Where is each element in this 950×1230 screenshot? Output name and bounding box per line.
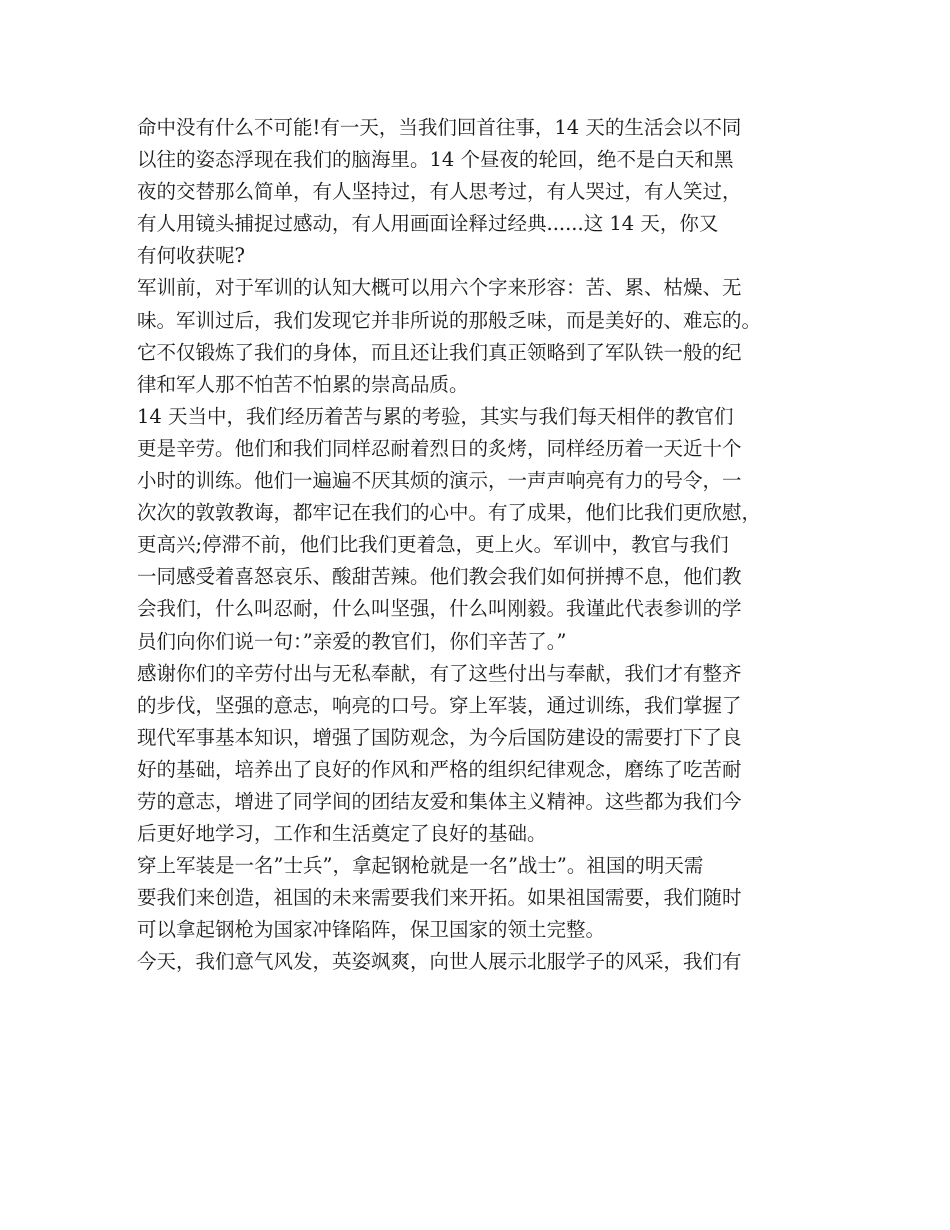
text-line: 劳的意志，增进了同学间的团结友爱和集体主义精神。这些都为我们今 [137, 789, 742, 813]
text-line: 命中没有什么不可能!有一天，当我们回首往事，14 天的生活会以不同 [137, 116, 742, 139]
text-line: 后更好地学习，工作和生活奠定了良好的基础。 [137, 822, 547, 846]
text-line: 的步伐，坚强的意志，响亮的口号。穿上军装，通过训练，我们掌握了 [137, 693, 742, 717]
text-line: 感谢你们的辛劳付出与无私奉献，有了这些付出与奉献，我们才有整齐 [137, 661, 742, 685]
text-line: 更高兴;停滞不前，他们比我们更着急，更上火。军训中，教官与我们 [137, 533, 729, 557]
text-line: 有人用镜头捕捉过感动，有人用画面诠释过经典......这 14 天，你又 [137, 212, 719, 236]
text-line: 它不仅锻炼了我们的身体，而且还让我们真正领略到了军队铁一般的纪 [137, 340, 742, 364]
text-line: 穿上军装是一名”士兵”，拿起钢枪就是一名”战士”。祖国的明天需 [137, 854, 704, 878]
text-line: 次次的敦敦教诲，都牢记在我们的心中。有了成果，他们比我们更欣慰， [137, 501, 762, 525]
text-line: 一同感受着喜怒哀乐、酸甜苦辣。他们教会我们如何拼搏不息，他们教 [137, 565, 742, 589]
text-line: 可以拿起钢枪为国家冲锋陷阵，保卫国家的领土完整。 [137, 918, 606, 942]
text-line: 好的基础，培养出了良好的作风和严格的组织纪律观念，磨练了吃苦耐 [137, 757, 742, 781]
text-line: 律和军人那不怕苦不怕累的崇高品质。 [137, 372, 469, 396]
text-line: 14 天当中，我们经历着苦与累的考验，其实与我们每天相伴的教官们 [137, 404, 734, 428]
text-line: 更是辛劳。他们和我们同样忍耐着烈日的炙烤，同样经历着一天近十个 [137, 436, 742, 460]
text-line: 现代军事基本知识，增强了国防观念，为今后国防建设的需要打下了良 [137, 725, 742, 749]
text-line: 有何收获呢? [137, 244, 245, 268]
text-line: 要我们来创造，祖国的未来需要我们来开拓。如果祖国需要，我们随时 [137, 886, 742, 910]
text-line: 会我们，什么叫忍耐，什么叫坚强，什么叫刚毅。我谨此代表参训的学 [137, 597, 742, 621]
text-line: 夜的交替那么简单，有人坚持过，有人思考过，有人哭过，有人笑过， [137, 180, 742, 204]
text-line: 军训前，对于军训的认知大概可以用六个字来形容：苦、累、枯燥、无 [137, 276, 742, 300]
body-text [137, 112, 827, 979]
text-line: 味。军训过后，我们发现它并非所说的那般乏味，而是美好的、难忘的。 [137, 308, 762, 332]
text-line: 小时的训练。他们一遍遍不厌其烦的演示，一声声响亮有力的号令，一 [137, 469, 742, 493]
text-line: 员们向你们说一句：”亲爱的教官们，你们辛苦了。” [137, 629, 567, 653]
text-line: 以往的姿态浮现在我们的脑海里。14 个昼夜的轮回，绝不是白天和黑 [137, 148, 734, 172]
text-line: 今天，我们意气风发，英姿飒爽，向世人展示北服学子的风采，我们有 [137, 950, 742, 974]
